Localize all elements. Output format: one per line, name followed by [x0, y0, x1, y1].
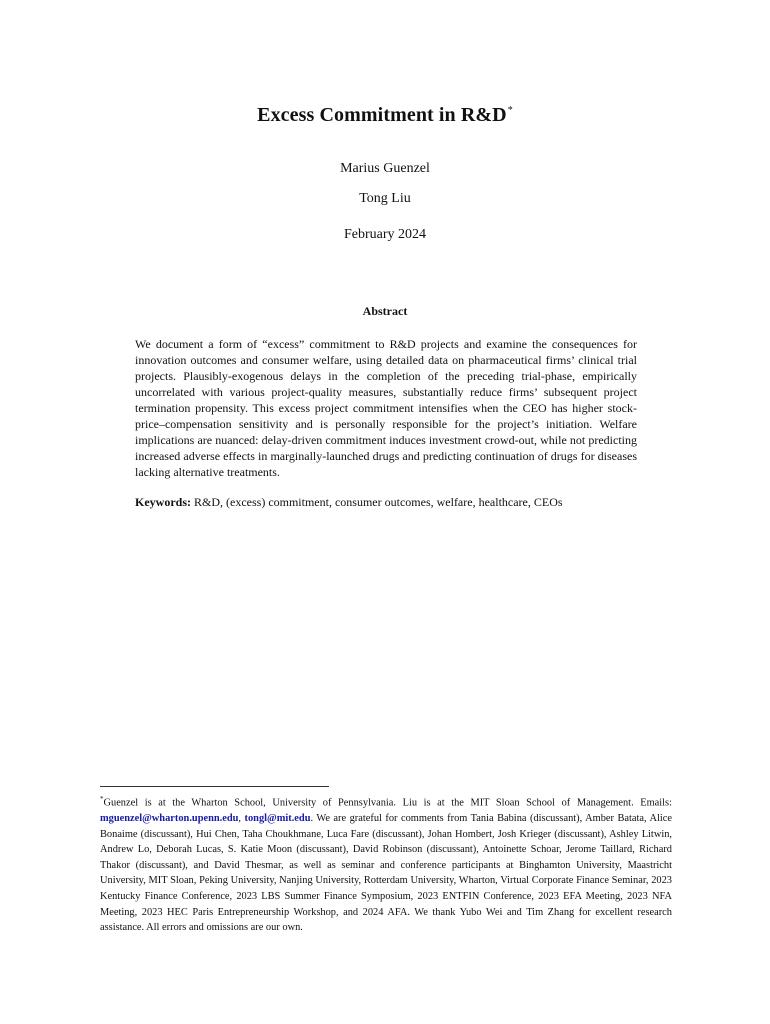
footnote-separator: , [238, 813, 245, 825]
author-name: Marius Guenzel [340, 161, 430, 176]
title-text: Excess Commitment in R&D [257, 104, 507, 126]
footnote-intro: Guenzel is at the Wharton School, University of Pennsylvania. Liu is at the MIT Sloan School of Management. Emails: [103, 797, 672, 809]
footnote-acknowledgements: . We are grateful for comments from Tania Babina (discussant), Amber Batata, Alice Bonaime (discussant), Hui Chen, Taha Choukhmane, Luca Fare (discussant), Johan Hombert, Josh Krieger (discussant), Ashley Litwin, Andrew Lo, Deborah Lucas, S. Katie Moon (discussant), David Robinson (discussant), Antoinette Schoar, Jerome Taillard, Richard Thakor (discussant), and David Thesmar, as well as seminar and conference participants at Binghamton University, Maastricht University, MIT Sloan, Peking University, Nanjing University, Rotterdam University, Wharton, Virtual Corporate Finance Seminar, 2023 Kentucky Finance Conference, 2023 LBS Summer Finance Symposium, 2023 ENTFIN Conference, 2023 EFA Meeting, 2023 NFA Meeting, 2023 HEC Paris Entrepreneurship Workshop, and 2024 AFA. We thank Yubo Wei and Tim Zhang for excellent research assistance. All errors and omissions are our own. [100, 813, 672, 934]
abstract-heading: Abstract [362, 304, 408, 318]
title-footnote-marker[interactable]: * [507, 105, 513, 117]
email-link-liu[interactable]: tongl@mit.edu [244, 813, 311, 825]
paper-title [0, 104, 770, 127]
author-name: Tong Liu [359, 191, 411, 206]
keywords [135, 494, 637, 510]
footnote-marker: * [100, 795, 104, 803]
keywords-label: Keywords: [135, 495, 191, 509]
publication-date: February 2024 [343, 227, 427, 242]
keywords-text: R&D, (excess) commitment, consumer outcomes, welfare, healthcare, CEOs [194, 495, 563, 509]
abstract-text: We document a form of “excess” commitment to R&D projects and examine the consequences for innovation outcomes and consumer welfare, using detailed data on pharmaceutical firms’ clinical trial projects. Plausibly-exogenous delays in the completion of the preceding trial-phase, empirically uncorrelated with various project-quality measures, substantially reduce firms’ subsequent project termination propensity. This excess project commitment intensifies when the CEO has higher stock-price–compensation sensitivity and is personally responsible for the project’s initiation. Welfare implications are nuanced: delay-driven commitment induces investment crowd-out, while not predicting increased adverse effects in marginally-launched drugs and predicting continuation of drugs for diseases lacking alternative treatments. [135, 337, 637, 479]
footnote-divider [100, 786, 329, 787]
email-link-guenzel[interactable]: mguenzel@wharton.upenn.edu [100, 813, 239, 825]
footnote [100, 792, 672, 936]
